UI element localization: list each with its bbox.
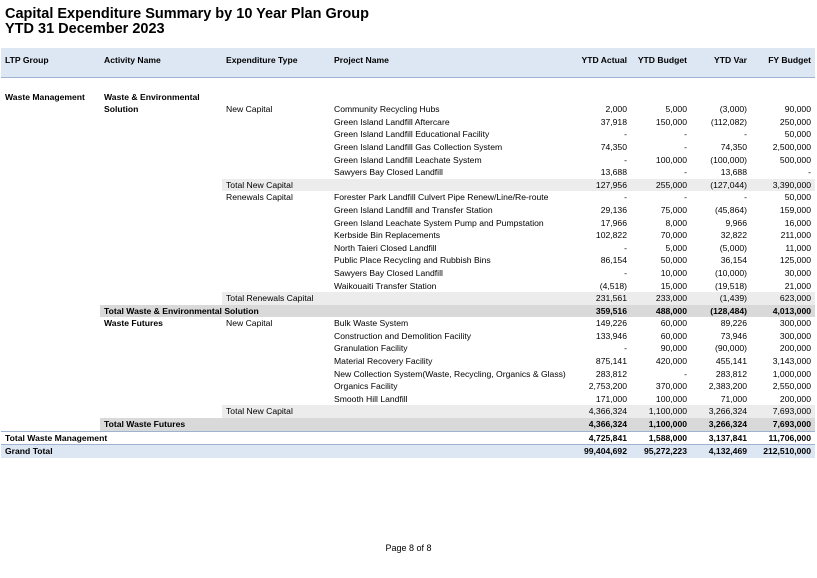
ytd-actual-cell: - (624, 267, 627, 278)
activity-cell (100, 141, 222, 154)
table-row (1, 116, 815, 129)
ytd-actual-cell: 74,350 (600, 141, 627, 152)
project-name: Green Island Landfill Aftercare (334, 116, 450, 127)
table-row (1, 267, 815, 280)
project-name: Forester Park Landfill Culvert Pipe Renew/Line/Re-route (334, 192, 549, 203)
ytd-var-cell: (3,000) (719, 104, 747, 115)
ltp-total-row (1, 431, 815, 445)
ytd-var-cell: 4,132,469 (691, 445, 751, 458)
ytd-budget-cell: 150,000 (655, 116, 687, 127)
ltp-group-cell (1, 267, 100, 280)
expenditure-type-cell (222, 254, 330, 267)
fy-budget-cell: 4,013,000 (751, 305, 815, 318)
activity-cell (100, 267, 222, 280)
project-name: Organics Facility (334, 381, 398, 392)
ytd-actual-cell: 171,000 (595, 393, 627, 404)
ytd-var-cell: 13,688 (720, 167, 747, 178)
activity-cell (100, 217, 222, 230)
ltp-group-cell (1, 166, 100, 179)
subtotal-label: Total Renewals Capital (222, 292, 330, 305)
ltp-group-cell (1, 380, 100, 393)
ltp-group-cell (1, 254, 100, 267)
fy-budget-cell: 50,000 (784, 192, 811, 203)
ytd-actual-cell: (4,518) (599, 280, 627, 291)
col-ytd-actual: YTD Actual (571, 48, 631, 78)
expenditure-type-cell (222, 128, 330, 141)
fy-budget-cell: 200,000 (779, 393, 811, 404)
project-name: Green Island Landfill Gas Collection System (334, 141, 503, 152)
report-title-line2: YTD 31 December 2023 (5, 21, 165, 37)
expenditure-type-cell (222, 280, 330, 293)
ltp-group-cell (1, 393, 100, 406)
activity-cell (100, 280, 222, 293)
ltp-group-cell (1, 116, 100, 129)
expenditure-type-cell (222, 380, 330, 393)
ytd-var-cell: 73,946 (720, 330, 747, 341)
capex-summary-table (1, 48, 815, 458)
fy-budget-cell: 7,693,000 (751, 405, 815, 418)
ytd-budget-cell: 95,272,223 (631, 445, 691, 458)
subtotal-row (1, 405, 815, 418)
report-title (5, 7, 369, 37)
ytd-var-cell: - (744, 192, 747, 203)
ytd-budget-cell: 5,000 (665, 104, 687, 115)
ytd-budget-cell: 75,000 (660, 204, 687, 215)
ltp-group-cell (1, 217, 100, 230)
ytd-var-cell: (100,000) (710, 154, 747, 165)
project-name: Sawyers Bay Closed Landfill (334, 267, 443, 278)
expenditure-type-cell (222, 393, 330, 406)
ytd-actual-cell: 2,753,200 (588, 381, 627, 392)
ltp-group-cell (1, 317, 100, 330)
table-row (1, 330, 815, 343)
ytd-actual-cell: 86,154 (600, 255, 627, 266)
ytd-var-cell: (90,000) (714, 343, 747, 354)
ytd-var-cell: (19,518) (714, 280, 747, 291)
ytd-actual-cell: 102,822 (595, 230, 627, 241)
activity-cell (100, 292, 222, 305)
ytd-actual-cell: 283,812 (595, 368, 627, 379)
table-body (1, 78, 815, 458)
table-row (1, 317, 815, 330)
activity-cell (100, 330, 222, 343)
ytd-var-cell: (45,864) (714, 204, 747, 215)
ytd-actual-cell: - (624, 343, 627, 354)
table-row (1, 204, 815, 217)
ytd-budget-cell: - (684, 368, 687, 379)
ytd-actual-cell: - (624, 192, 627, 203)
table-row (1, 91, 815, 104)
expenditure-type: Renewals Capital (226, 192, 293, 203)
fy-budget-cell: 21,000 (784, 280, 811, 291)
expenditure-type-cell (222, 141, 330, 154)
ytd-budget-cell: 1,100,000 (631, 418, 691, 431)
project-name: Green Island Landfill Educational Facility (334, 129, 490, 140)
ytd-var-cell: 3,266,324 (691, 405, 751, 418)
fy-budget-cell: 2,500,000 (772, 141, 811, 152)
fy-budget-cell: 623,000 (751, 292, 815, 305)
ytd-budget-cell: 233,000 (631, 292, 691, 305)
ytd-budget-cell: - (684, 167, 687, 178)
header-row (1, 48, 815, 78)
activity-cell (100, 242, 222, 255)
col-fy-budget: FY Budget (751, 48, 815, 78)
fy-budget-cell: 300,000 (779, 318, 811, 329)
ltp-total-label: Total Waste Management (1, 431, 571, 445)
ytd-budget-cell: 5,000 (665, 242, 687, 253)
ytd-var-cell: (127,044) (691, 179, 751, 192)
subtotal-row (1, 179, 815, 192)
expenditure-type-cell (222, 204, 330, 217)
project-name: Waikouaiti Transfer Station (334, 280, 437, 291)
ytd-budget-cell: 100,000 (655, 393, 687, 404)
expenditure-type-cell (222, 166, 330, 179)
ytd-actual-cell: 149,226 (595, 318, 627, 329)
grand-total-label: Grand Total (1, 445, 571, 458)
ltp-group-name: Waste Management (5, 91, 85, 102)
activity-cell (100, 204, 222, 217)
table-row (1, 254, 815, 267)
fy-budget-cell: 250,000 (779, 116, 811, 127)
expenditure-type: New Capital (226, 104, 273, 115)
ytd-budget-cell: - (684, 192, 687, 203)
fy-budget-cell: 1,000,000 (772, 368, 811, 379)
table-row (1, 154, 815, 167)
project-name: Construction and Demolition Facility (334, 330, 472, 341)
ytd-budget-cell: 420,000 (655, 356, 687, 367)
ltp-group-cell (1, 103, 100, 116)
project-name: Green Island Leachate System Pump and Pumpstation (334, 217, 544, 228)
table-row (1, 141, 815, 154)
activity-cell (100, 128, 222, 141)
ytd-var-cell: (5,000) (719, 242, 747, 253)
ytd-budget-cell: 60,000 (660, 330, 687, 341)
ytd-var-cell: 74,350 (720, 141, 747, 152)
project-cell (330, 179, 571, 192)
fy-budget-cell: 212,510,000 (751, 445, 815, 458)
ytd-budget-cell: 60,000 (660, 318, 687, 329)
fy-budget-cell: 16,000 (784, 217, 811, 228)
table-row (1, 342, 815, 355)
ytd-actual-cell: 4,366,324 (571, 418, 631, 431)
ytd-var-cell: (128,484) (691, 305, 751, 318)
activity-cell (100, 342, 222, 355)
col-project-name: Project Name (330, 48, 571, 78)
page-footer: Page 8 of 8 (385, 543, 432, 553)
ytd-actual-cell: 4,366,324 (571, 405, 631, 418)
expenditure-type-cell (222, 154, 330, 167)
activity-cell (100, 116, 222, 129)
fy-budget-cell: 500,000 (779, 154, 811, 165)
ytd-actual-cell: 99,404,692 (571, 445, 631, 458)
expenditure-type-cell (222, 217, 330, 230)
ytd-budget-cell: 255,000 (631, 179, 691, 192)
expenditure-type-cell (222, 116, 330, 129)
project-cell (330, 405, 571, 418)
ytd-budget-cell: 1,588,000 (631, 431, 691, 445)
activity-cell (100, 393, 222, 406)
expenditure-type-cell (222, 330, 330, 343)
ltp-group-cell (1, 128, 100, 141)
fy-budget-cell: 11,000 (785, 242, 811, 253)
ytd-actual-cell: 29,136 (600, 204, 627, 215)
project-name: Community Recycling Hubs (334, 104, 440, 115)
ytd-var-cell: 36,154 (720, 255, 747, 266)
ytd-actual-cell: 127,956 (571, 179, 631, 192)
ltp-group-cell (1, 280, 100, 293)
expenditure-type-cell (222, 342, 330, 355)
ytd-var-cell: 3,266,324 (691, 418, 751, 431)
ytd-budget-cell: - (684, 141, 687, 152)
ltp-group-cell (1, 355, 100, 368)
ltp-group-cell (1, 292, 100, 305)
ytd-actual-cell: 13,688 (600, 167, 627, 178)
table-row (1, 280, 815, 293)
activity-cell (100, 166, 222, 179)
ytd-budget-cell: 15,000 (660, 280, 687, 291)
activity-total-row (1, 305, 815, 318)
ltp-group-cell (1, 242, 100, 255)
ltp-group-cell (1, 154, 100, 167)
expenditure-type-cell (222, 355, 330, 368)
col-ltp-group: LTP Group (1, 48, 100, 78)
ltp-group-cell (1, 342, 100, 355)
ytd-budget-cell: 8,000 (665, 217, 687, 228)
fy-budget-cell: 300,000 (779, 330, 811, 341)
ltp-group-cell (1, 405, 100, 418)
table-row (1, 242, 815, 255)
report-title-line1: Capital Expenditure Summary by 10 Year Plan Group (5, 6, 369, 22)
table-row (1, 229, 815, 242)
ytd-var-cell: (10,000) (714, 267, 747, 278)
ytd-budget-cell: 10,000 (660, 267, 687, 278)
ytd-budget-cell: 90,000 (660, 343, 687, 354)
ytd-actual-cell: 4,725,841 (571, 431, 631, 445)
table-row (1, 128, 815, 141)
project-name: Smooth Hill Landfill (334, 393, 408, 404)
activity-cell (100, 368, 222, 381)
fy-budget-cell: 90,000 (784, 104, 811, 115)
table-row (1, 393, 815, 406)
project-name: Bulk Waste System (334, 318, 409, 329)
subtotal-label: Total New Capital (222, 179, 330, 192)
table-row (1, 191, 815, 204)
ltp-group-cell (1, 191, 100, 204)
table-row (1, 217, 815, 230)
ytd-budget-cell: 370,000 (655, 381, 687, 392)
fy-budget-cell: 3,143,000 (772, 356, 811, 367)
activity-cell (100, 229, 222, 242)
fy-budget-cell: 200,000 (779, 343, 811, 354)
ytd-actual-cell: - (624, 242, 627, 253)
ltp-group-cell (1, 204, 100, 217)
fy-budget-cell: 2,550,000 (772, 381, 811, 392)
expenditure-type-cell (222, 267, 330, 280)
ytd-var-cell: 32,822 (720, 230, 747, 241)
grand-total-row (1, 445, 815, 458)
fy-budget-cell: 30,000 (784, 267, 811, 278)
spacer-row (1, 78, 815, 91)
fy-budget-cell: - (808, 167, 811, 178)
project-name: Sawyers Bay Closed Landfill (334, 167, 443, 178)
activity-name-line2: Solution (104, 104, 139, 115)
project-name: Public Place Recycling and Rubbish Bins (334, 255, 491, 266)
col-ytd-var: YTD Var (691, 48, 751, 78)
fy-budget-cell: 11,706,000 (751, 431, 815, 445)
ytd-var-cell: (112,082) (710, 116, 747, 127)
project-name: Green Island Landfill and Transfer Station (334, 204, 493, 215)
ytd-actual-cell: 359,516 (571, 305, 631, 318)
subtotal-row (1, 292, 815, 305)
table-row (1, 368, 815, 381)
expenditure-type-cell (222, 368, 330, 381)
ytd-var-cell: 89,226 (720, 318, 747, 329)
col-ytd-budget: YTD Budget (631, 48, 691, 78)
ltp-group-cell (1, 229, 100, 242)
ltp-group-cell (1, 179, 100, 192)
col-expenditure-type: Expenditure Type (222, 48, 330, 78)
fy-budget-cell: 3,390,000 (751, 179, 815, 192)
ytd-var-cell: - (744, 129, 747, 140)
ytd-var-cell: 455,141 (715, 356, 747, 367)
project-name: Material Recovery Facility (334, 356, 433, 367)
project-name: Granulation Facility (334, 343, 408, 354)
table-row (1, 166, 815, 179)
project-name: North Taieri Closed Landfill (334, 242, 437, 253)
table-row (1, 380, 815, 393)
fy-budget-cell: 159,000 (779, 204, 811, 215)
activity-name: Waste & Environmental (104, 91, 200, 102)
ytd-actual-cell: 133,946 (595, 330, 627, 341)
ytd-var-cell: 283,812 (715, 368, 747, 379)
activity-total-row (1, 418, 815, 431)
ytd-budget-cell: 70,000 (660, 230, 687, 241)
activity-name: Waste Futures (104, 318, 163, 329)
ytd-var-cell: 9,966 (725, 217, 747, 228)
table-row (1, 103, 815, 116)
activity-cell (100, 254, 222, 267)
expenditure-type: New Capital (226, 318, 273, 329)
ytd-budget-cell: - (684, 129, 687, 140)
ytd-budget-cell: 100,000 (655, 154, 687, 165)
ytd-actual-cell: - (624, 154, 627, 165)
ytd-actual-cell: 231,561 (571, 292, 631, 305)
ytd-actual-cell: 17,966 (600, 217, 627, 228)
col-activity-name: Activity Name (100, 48, 222, 78)
project-name: Kerbside Bin Replacements (334, 230, 441, 241)
ytd-actual-cell: 37,918 (600, 116, 627, 127)
fy-budget-cell: 125,000 (779, 255, 811, 266)
ytd-budget-cell: 1,100,000 (631, 405, 691, 418)
ytd-var-cell: (1,439) (691, 292, 751, 305)
table-row (1, 355, 815, 368)
activity-cell (100, 380, 222, 393)
fy-budget-cell: 211,000 (780, 230, 811, 241)
ltp-group-cell (1, 305, 100, 318)
activity-cell (100, 179, 222, 192)
subtotal-label: Total New Capital (222, 405, 330, 418)
ytd-actual-cell: 875,141 (595, 356, 627, 367)
activity-cell (100, 154, 222, 167)
ltp-group-cell (1, 418, 100, 431)
ytd-budget-cell: 488,000 (631, 305, 691, 318)
table-header (1, 48, 815, 78)
activity-cell (100, 405, 222, 418)
fy-budget-cell: 50,000 (784, 129, 811, 140)
ltp-group-cell (1, 330, 100, 343)
ytd-actual-cell: 2,000 (605, 104, 627, 115)
ltp-group-cell (1, 141, 100, 154)
ytd-var-cell: 71,000 (720, 393, 747, 404)
project-name: New Collection System(Waste, Recycling, Organics & Glass) (334, 368, 566, 379)
expenditure-type-cell (222, 229, 330, 242)
activity-cell (100, 191, 222, 204)
project-name: Green Island Landfill Leachate System (334, 154, 482, 165)
expenditure-type-cell (222, 242, 330, 255)
activity-cell (100, 355, 222, 368)
ytd-var-cell: 3,137,841 (691, 431, 751, 445)
ltp-group-cell (1, 368, 100, 381)
fy-budget-cell: 7,693,000 (751, 418, 815, 431)
activity-total-label: Total Waste Futures (100, 418, 571, 431)
ytd-budget-cell: 50,000 (660, 255, 687, 266)
project-cell (330, 292, 571, 305)
activity-total-label: Total Waste & Environmental Solution (100, 305, 571, 318)
ytd-var-cell: 2,383,200 (708, 381, 747, 392)
ytd-actual-cell: - (624, 129, 627, 140)
